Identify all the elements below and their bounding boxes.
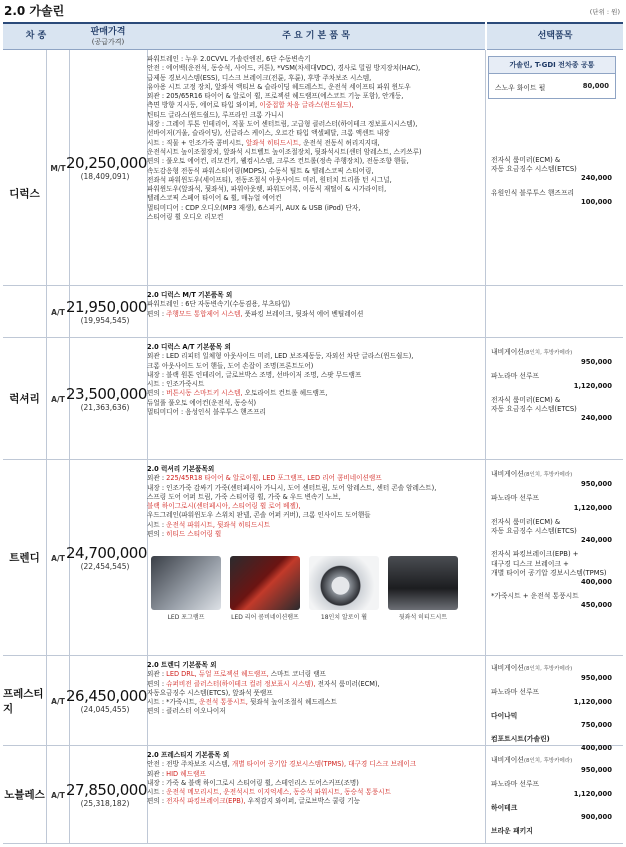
feature-line <box>147 707 482 716</box>
feature-line <box>147 779 482 788</box>
feature-line <box>147 698 482 707</box>
option-note: (8인치, 후방카메라) <box>523 758 573 764</box>
header-options: 선택품목 <box>487 22 623 50</box>
feature-text: 스프링 도어 어퍼 트림, 가죽 스티어링 휠, 가죽 & 우드 변속기 노브, <box>147 492 341 501</box>
feature-text: 2.0 프레스티지 기본품목 외 <box>147 751 230 759</box>
feature-line <box>147 474 482 483</box>
feature-text: 선바이저(거울, 슬라이딩), 선글라스 케이스, 오르간 타입 액셀페달, 크롬 액센트 내장 <box>147 129 390 138</box>
option-price: 400,000 <box>581 744 612 753</box>
feature-text: 스티어링 휠 오디오 리모컨 <box>147 213 224 222</box>
feature-line <box>147 101 482 110</box>
caption: LED 리어 콤비네이션램프 <box>231 614 299 621</box>
feature-highlight: 전자식 파킹브레이크(EPB), <box>166 797 246 806</box>
feature-text: 파워윈도우(앞좌석, 뒷좌석), 파워아웃렛, 파워도어록, 이동식 재떨이 & 시가라이터, <box>147 185 387 194</box>
option-label: 전자식 룸미러(ECM) & <box>491 517 561 526</box>
feature-text: 외관 : <box>147 670 167 679</box>
transmission-label: A/T <box>51 307 65 317</box>
price-cell <box>66 687 147 714</box>
feature-line <box>147 760 482 769</box>
caption: LED 포그램프 <box>167 614 205 621</box>
common-option-item <box>489 74 615 98</box>
feature-line <box>147 530 482 539</box>
option-item <box>485 756 618 775</box>
feature-line <box>147 380 482 389</box>
option-item <box>485 470 618 489</box>
option-label: 내비게이션 <box>491 470 524 478</box>
common-option-title: 가솔린, T-GDI 전차종 공통 <box>489 57 615 74</box>
feature-highlight: 225/45R18 타이어 & 알로이휠, LED 포그램프, LED 리어 콤비네이션램프 <box>166 474 382 483</box>
led-rear-lamp-image <box>230 556 300 610</box>
trim-name: 노블레스 <box>3 746 47 844</box>
header-price: 판매가격 (공급가격) <box>69 22 147 50</box>
feature-text-tail: 전자식 룸미러(ECM), <box>315 679 380 688</box>
option-item <box>485 780 618 798</box>
feature-text: 텔레스코픽 스페어 타이어 & 휠, 매뉴얼 에어컨 <box>147 194 282 203</box>
feature-text: 파워트레인 : 6단 자동변속기(수동겸용, 부츠타입) <box>147 300 291 309</box>
feature-highlight: 이중접합 차음 글라스(윈드쉴드), <box>259 101 354 110</box>
option-label-line: 자동 요금징수 시스템(ETCS) <box>491 527 577 536</box>
option-list <box>485 156 618 212</box>
feature-text: 급제동 경보시스템(ESS), 디스크 브레이크(전륜, 후륜), 후방 주차보조 시스템, <box>147 73 372 82</box>
option-item <box>485 396 618 424</box>
feature-text: 시트 : 직물 + 인조가죽 콤비시트, <box>147 138 246 147</box>
feature-highlight: 운전석 파워시트, 뒷좌석 히티드시트 <box>166 520 271 529</box>
feature-text: 시트 : <box>147 520 167 529</box>
feature-highlight: 주행모드 통합제어 시스템, <box>166 309 243 318</box>
option-item <box>485 518 618 546</box>
feature-text: 안전 : 에어백(운전석, 동승석, 사이드, 커튼), *VSM(차세대VDC), 경사로 밀림 방지장치(HAC), <box>147 64 421 73</box>
option-price: 950,000 <box>581 674 612 683</box>
feature-line <box>147 689 482 698</box>
price-cell <box>66 544 147 571</box>
feature-line <box>147 148 482 157</box>
option-label: 파노라마 선루프 <box>491 372 540 381</box>
option-price: 240,000 <box>581 414 612 423</box>
option-item <box>485 827 618 836</box>
feature-line <box>147 680 482 689</box>
feature-highlight: HID 헤드램프 <box>166 769 206 778</box>
transmission-label: A/T <box>51 553 65 563</box>
option-label: 전자식 룸미러(ECM) & <box>491 156 561 164</box>
option-list <box>485 756 618 841</box>
sale-price: 24,700,000 <box>66 544 147 562</box>
feature-text: 시트 : *가죽시트, <box>147 698 200 707</box>
feature-line <box>147 661 482 670</box>
feature-line <box>147 83 482 92</box>
feature-text: 틴티드 글라스(윈드쉴드), 루프라인 크롬 가니시 <box>147 110 284 119</box>
option-list <box>485 664 618 759</box>
feature-line <box>147 493 482 502</box>
feature-text-tail: 풋파킹 브레이크, 뒷좌석 에어 벤틸레이션 <box>242 309 364 318</box>
feature-text: 크롬 아웃사이드 도어 핸들, 도어 손잡이 조명(프론트도어) <box>147 361 314 370</box>
feature-line <box>147 157 482 166</box>
feature-text: 2.0 트렌디 기본품목 외 <box>147 661 217 669</box>
caption: 뒷좌석 히티드시트 <box>398 614 448 621</box>
option-label: 파노라마 선루프 <box>491 780 540 789</box>
feature-line <box>147 343 482 352</box>
feature-text: 안전 : 전방 주차보조 시스템, <box>147 760 232 769</box>
option-price: 900,000 <box>581 813 612 822</box>
option-label-line: 자동 요금징수 시스템(ETCS) <box>491 405 577 414</box>
led-fog-lamp-image <box>151 556 221 610</box>
feature-thumbnails <box>151 556 458 610</box>
unit-label: (단위 : 원) <box>589 8 620 16</box>
header-trim: 차 종 <box>3 22 69 50</box>
feature-text: 내장 : 그레이 투톤 인테리어, 직물 도어 센터트림, 고급형 클러스터(하이테크 정보표시시스템), <box>147 120 418 129</box>
feature-text: 외관 : <box>147 769 167 778</box>
feature-line <box>147 111 482 120</box>
feature-line <box>147 194 482 203</box>
feature-list <box>147 465 482 539</box>
row-divider <box>485 286 486 337</box>
trim-name: 트렌디 <box>3 460 47 656</box>
feature-text: 내장 : 블랙 원톤 인테리어, 글로브박스 조명, 선바이저 조명, 스팟 무드램프 <box>147 370 362 379</box>
feature-line <box>147 55 482 64</box>
feature-text: 외관 : 205/65R16 타이어 & 알로이 휠, 프로젝션 헤드램프(에스코트 기능 포함), 안개등, <box>147 92 404 101</box>
feature-line <box>147 797 482 806</box>
feature-line <box>147 408 482 417</box>
option-price: 950,000 <box>581 480 612 489</box>
price-cell <box>66 385 147 412</box>
option-label: 내비게이션 <box>491 756 524 764</box>
supply-price: (18,409,091) <box>80 172 130 181</box>
feature-text: 시트 : <box>147 788 167 797</box>
thumbnail-captions <box>151 612 458 621</box>
feature-text: 2.0 디럭스 M/T 기본품목 외 <box>147 291 233 299</box>
trim-name: 럭셔리 <box>3 338 47 460</box>
option-note: (8인치, 후방카메라) <box>523 350 573 356</box>
feature-list <box>147 751 482 807</box>
feature-text: 멀티미디어 : CDP 오디오(MP3 재생), 6스피커, AUX & USB (iPod) 단자, <box>147 203 361 212</box>
page-title: 2.0 가솔린 <box>4 4 65 18</box>
alloy-wheel-image <box>309 556 379 610</box>
feature-line <box>147 511 482 520</box>
feature-line <box>147 74 482 83</box>
option-price: 1,120,000 <box>573 789 612 798</box>
feature-list <box>147 55 482 222</box>
option-label: 전자식 파킹브레이크(EPB) + <box>491 550 579 559</box>
supply-price: (24,045,455) <box>80 705 130 714</box>
common-option-box <box>488 56 616 99</box>
feature-text: 편의 : <box>147 797 167 806</box>
option-item <box>485 156 618 184</box>
option-price: 950,000 <box>581 766 612 775</box>
supply-price: (25,318,182) <box>80 799 130 808</box>
feature-line <box>147 670 482 679</box>
feature-list <box>147 343 482 417</box>
transmission-label: A/T <box>51 696 65 706</box>
feature-line <box>147 310 482 319</box>
feature-highlight: LED DRL, 듀얼 프로젝션 헤드램프, <box>166 670 269 679</box>
feature-line <box>147 64 482 73</box>
transmission-label: A/T <box>51 790 65 800</box>
option-price: 1,120,000 <box>573 503 612 512</box>
feature-line <box>147 389 482 398</box>
option-note: (8인치, 후방카메라) <box>523 666 573 672</box>
option-item <box>485 494 618 512</box>
caption: 18인치 알로이 휠 <box>320 614 368 621</box>
feature-line <box>147 502 482 511</box>
option-label: 유원인식 블루투스 핸즈프리 <box>491 188 575 197</box>
option-list <box>485 348 618 428</box>
option-label: 스노우 화이트 펄 <box>495 84 546 92</box>
feature-highlight: 블랙 하이그로시(센터페시아, 스티어링 휠 로어 베젤), <box>147 502 301 511</box>
feature-text-tail: 스마트 코너링 램프 <box>268 670 326 679</box>
feature-text: 우드그레인(파워윈도우 스위치 판넬, 콘솔 어퍼 커버), 크롬 인사이드 도어핸들 <box>147 511 371 520</box>
feature-text-tail: 운전석 전동식 허리지지대, <box>301 138 380 147</box>
option-price: 1,120,000 <box>573 381 612 390</box>
option-label: 파노라마 선루프 <box>491 688 540 697</box>
feature-line <box>147 521 482 530</box>
trim-name: 프레스티지 <box>3 656 47 746</box>
feature-line <box>147 465 482 474</box>
option-label: 컴포트시트(가솔린) <box>491 735 550 744</box>
feature-text: 2.0 디럭스 A/T 기본품목 외 <box>147 343 231 351</box>
option-label: *가죽시트 + 운전석 통풍시트 <box>491 592 579 601</box>
feature-text: 시트 : 인조가죽시트 <box>147 380 205 389</box>
feature-line <box>147 300 482 309</box>
feature-line <box>147 371 482 380</box>
sale-price: 20,250,000 <box>66 154 147 172</box>
option-price: 750,000 <box>581 721 612 730</box>
option-price: 950,000 <box>581 358 612 367</box>
option-price: 80,000 <box>582 82 609 90</box>
feature-text: 2.0 럭셔리 기본품목외 <box>147 465 215 473</box>
sale-price: 27,850,000 <box>66 781 147 799</box>
option-list <box>485 470 618 616</box>
price-cell <box>66 298 147 325</box>
option-price: 1,120,000 <box>573 697 612 706</box>
feature-text-tail: 우적감지 와이퍼, 글로브박스 쿨링 기능 <box>245 797 360 806</box>
feature-text: 편의 : 클러스터 이오나이저 <box>147 707 226 716</box>
option-label-line: 자동 요금징수 시스템(ETCS) <box>491 165 577 174</box>
feature-highlight: 운전석 메모리시트, 운전석시트 이지억세스, 동승석 파워시트, 동승석 통풍시트 <box>166 788 391 797</box>
option-label: 전자식 룸미러(ECM) & <box>491 395 561 404</box>
option-note: (8인치, 후방카메라) <box>523 472 573 478</box>
feature-text: 외관 : LED 리피터 일체형 아웃사이드 미러, LED 보조제동등, 자외선 차단 글라스(윈드쉴드), <box>147 352 414 361</box>
feature-text: 외관 : <box>147 474 167 483</box>
option-label-line: 대구경 디스크 브레이크 + <box>491 559 569 568</box>
sale-price: 21,950,000 <box>66 298 147 316</box>
option-item <box>485 189 618 207</box>
feature-text: 속도감응형 전동식 파워스티어링(MDPS), 수동식 틸트 & 텔레스코픽 스티어링, <box>147 166 374 175</box>
feature-line <box>147 484 482 493</box>
option-price: 100,000 <box>581 197 612 206</box>
feature-line <box>147 129 482 138</box>
feature-text: 편의 : <box>147 679 167 688</box>
heated-seat-image <box>388 556 458 610</box>
feature-text: 편의 : <box>147 309 167 318</box>
feature-line <box>147 352 482 361</box>
option-item <box>485 592 618 610</box>
feature-highlight: 앞좌석 히티드시트, <box>245 138 302 147</box>
feature-line <box>147 120 482 129</box>
feature-text: 측면 방향 지시등, 에어로 타입 와이퍼, <box>147 101 260 110</box>
option-item <box>485 348 618 367</box>
option-label: 하이테크 <box>491 803 518 812</box>
feature-line <box>147 185 482 194</box>
feature-line <box>147 167 482 176</box>
option-label: 다이나믹 <box>491 711 518 720</box>
feature-line <box>147 92 482 101</box>
feature-list <box>147 291 482 319</box>
supply-price: (22,454,545) <box>80 562 130 571</box>
feature-highlight: 개별 타이어 공기압 경보시스템(TPMS), 대구경 디스크 브레이크 <box>231 760 417 769</box>
feature-text: 편의 : 풀오토 에어컨, 리모컨키, 웰컴시스템, 크루즈 컨트롤(정속 주행장치), 전동조향 핸들, <box>147 157 409 166</box>
feature-line <box>147 176 482 185</box>
feature-text: 내장 : 가죽 & 블랙 하이그로시 스티어링 휠, 스테인리스 도어스커프(조명) <box>147 778 359 787</box>
option-label: 브라운 패키지 <box>491 827 533 836</box>
supply-price: (19,954,545) <box>80 316 130 325</box>
feature-text: 편의 : <box>147 530 167 539</box>
feature-line <box>147 204 482 213</box>
supply-price: (21,363,636) <box>80 403 130 412</box>
feature-text: 자동요금징수 시스템(ETCS), 앞좌석 풋램프 <box>147 688 273 697</box>
feature-line <box>147 399 482 408</box>
option-label: 내비게이션 <box>491 348 524 356</box>
feature-line <box>147 213 482 222</box>
price-cell <box>66 154 147 181</box>
option-price: 450,000 <box>581 601 612 610</box>
feature-text: 운전석시트 높이조절장치, 앞좌석 시트벨트 높이조절장치, 뒷좌석시트(센터 암레스트, 스키쓰루) <box>147 147 422 156</box>
feature-highlight: 버튼시동 스마트키 시스템, <box>166 389 243 398</box>
feature-list <box>147 661 482 717</box>
option-item <box>485 372 618 390</box>
feature-text: 내장 : 인조가죽 감싸기 가죽(센터페시아 가니시, 도어 센터트림, 도어 암레스트, 센터 콘솔 암레스트), <box>147 483 437 492</box>
feature-line <box>147 362 482 371</box>
option-item <box>485 550 618 587</box>
feature-line <box>147 139 482 148</box>
feature-highlight: 히티드 스티어링 휠 <box>166 530 222 539</box>
feature-text: 편의 : <box>147 389 167 398</box>
feature-highlight: 운전석 통풍시트, <box>199 698 248 707</box>
feature-text: 파워트레인 : 누우 2.0CVVL 가솔린엔진, 6단 수동변속기 <box>147 55 311 63</box>
option-label: 내비게이션 <box>491 664 524 672</box>
option-price: 240,000 <box>581 174 612 183</box>
trim-name: 디럭스 <box>3 50 47 338</box>
sale-price: 23,500,000 <box>66 385 147 403</box>
feature-text: 전좌석 파워윈도우(세이프티), 전동조절식 아웃사이드 미러, 원터치 트리플 턴 시그널, <box>147 175 392 184</box>
header-features: 주 요 기 본 품 목 <box>147 22 485 50</box>
option-label-line: 개별 타이어 공기압 경보시스템(TPMS) <box>491 568 607 577</box>
feature-line <box>147 751 482 760</box>
option-item <box>485 688 618 706</box>
feature-text: 멀티미디어 : 음성인식 블루투스 핸즈프리 <box>147 408 266 417</box>
feature-text: 유아용 시트 고정 장치, 앞좌석 액티브 & 슬라이딩 헤드레스트, 운전석 세이프티 파워 윈도우 <box>147 82 411 91</box>
option-item <box>485 735 618 753</box>
option-price: 240,000 <box>581 536 612 545</box>
feature-line <box>147 788 482 797</box>
feature-line <box>147 770 482 779</box>
feature-highlight: 슈퍼비전 클러스터(하이테크 컬러 정보표시 시스템), <box>166 679 316 688</box>
price-cell <box>66 781 147 808</box>
option-label: 파노라마 선루프 <box>491 494 540 503</box>
transmission-label: M/T <box>50 163 66 173</box>
feature-line <box>147 291 482 300</box>
feature-text-tail: 뒷좌석 높이조절식 헤드레스트 <box>247 698 337 707</box>
transmission-label: A/T <box>51 394 65 404</box>
option-price: 400,000 <box>581 578 612 587</box>
sale-price: 26,450,000 <box>66 687 147 705</box>
option-item <box>485 664 618 683</box>
feature-text-tail: 오토라이트 컨트롤 헤드램프, <box>242 389 328 398</box>
option-item <box>485 804 618 822</box>
option-item <box>485 712 618 730</box>
feature-text: 듀얼풀 풀오토 에어컨(운전석, 동승석) <box>147 398 257 407</box>
